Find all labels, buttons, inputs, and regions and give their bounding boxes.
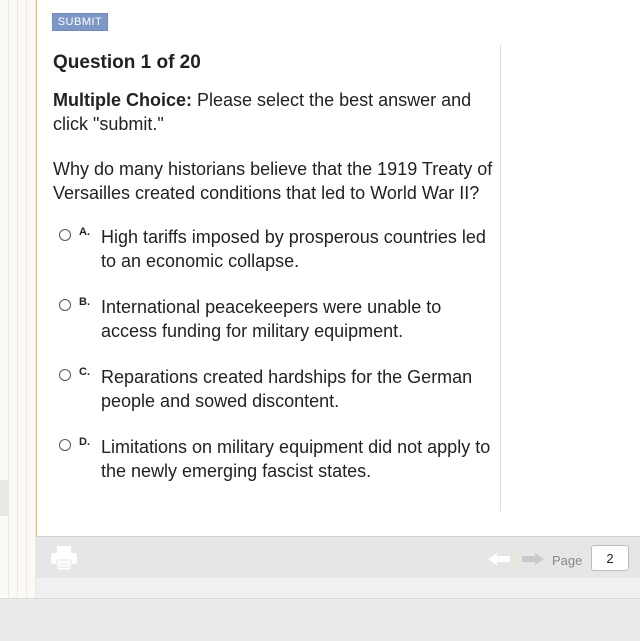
radio-a[interactable] xyxy=(59,229,71,241)
arrow-right-icon[interactable] xyxy=(522,553,544,565)
instructions xyxy=(53,88,493,136)
question-prompt: Why do many historians believe that the 1919 Treaty of Versailles created conditions that led to World War II? xyxy=(53,159,493,203)
choice-d[interactable] xyxy=(53,435,493,483)
choice-c[interactable] xyxy=(53,365,493,413)
choice-letter: D. xyxy=(79,436,90,448)
nav-separator xyxy=(516,549,517,569)
content-divider xyxy=(500,45,501,511)
instruction-label: Multiple Choice: xyxy=(53,90,192,110)
radio-b[interactable] xyxy=(59,299,71,311)
choice-text: International peacekeepers were unable to access funding for military equipment. xyxy=(101,297,442,341)
question-panel xyxy=(53,50,493,505)
left-panel-edge xyxy=(0,480,8,516)
choice-a[interactable] xyxy=(53,225,493,273)
printer-icon[interactable] xyxy=(50,545,78,571)
choice-b[interactable] xyxy=(53,295,493,343)
bottom-background xyxy=(0,598,640,641)
choice-text: Limitations on military equipment did not apply to the newly emerging fascist states. xyxy=(101,437,491,481)
radio-c[interactable] xyxy=(59,369,71,381)
footer-toolbar xyxy=(36,536,640,578)
choice-text: High tariffs imposed by prosperous countries led to an economic collapse. xyxy=(101,227,486,271)
submit-button[interactable]: SUBMIT xyxy=(52,13,108,31)
choice-text: Reparations created hardships for the German people and sowed discontent. xyxy=(101,367,473,411)
page-number-input[interactable]: 2 xyxy=(591,545,629,571)
choice-letter: C. xyxy=(79,366,90,378)
question-title: Question 1 of 20 xyxy=(53,52,201,73)
page-label: Page xyxy=(552,553,583,568)
left-background-strip xyxy=(0,0,36,598)
answer-choices xyxy=(53,225,493,483)
choice-letter: B. xyxy=(79,296,90,308)
instruction-text: Please select the best answer and click "submit." xyxy=(53,90,472,134)
arrow-left-icon[interactable] xyxy=(488,553,510,565)
radio-d[interactable] xyxy=(59,439,71,451)
choice-letter: A. xyxy=(79,226,90,238)
